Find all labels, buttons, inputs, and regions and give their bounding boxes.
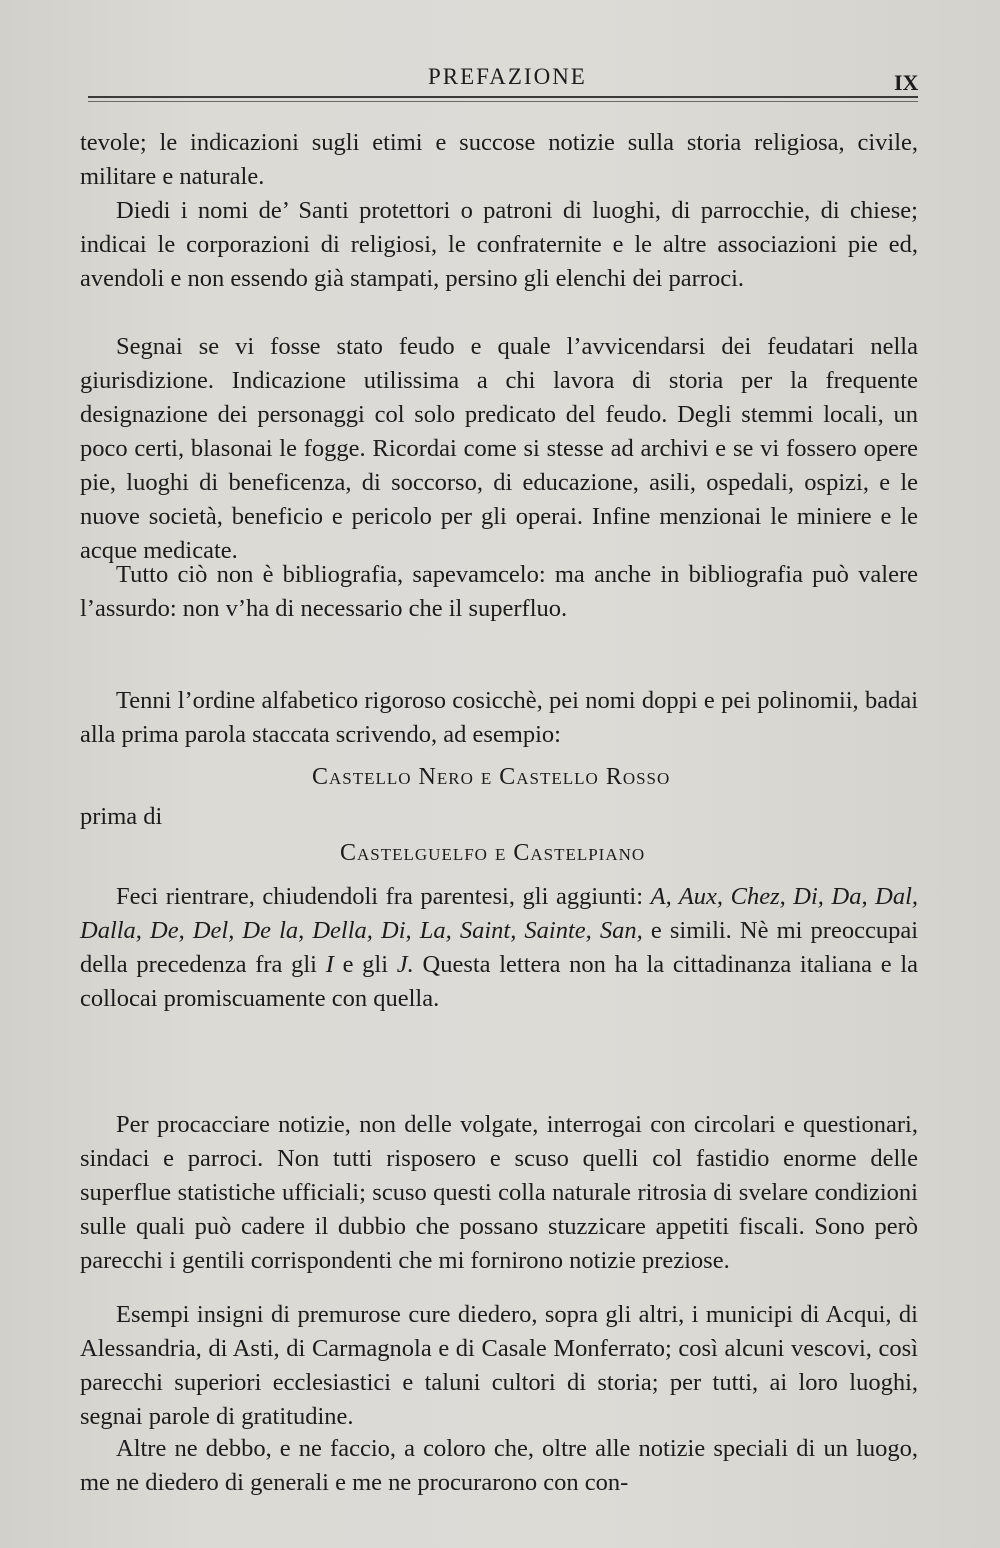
letter-j: J. (396, 951, 414, 978)
paragraph-5: Tenni l’ordine alfabetico rigoroso cosicchè, pei nomi doppi e pei polinomii, badai alla prima parola staccata scrivendo, ad esempio: (80, 687, 918, 748)
paragraph-3: Segnai se vi fosse stato feudo e quale l’avvicendarsi dei feudatari nella giurisdizione. Indicazione utilissima a chi lavora di storia per la frequente designazione dei personaggi col solo predicato del feudo. Degli stemmi locali, un poco certi, blasonai le fogge. Ricordai come si stesse ad archivi e se vi fossero opere pie, luoghi di beneficenza, di soccorso, di educazione, asili, ospedali, ospizi, e le nuove società, beneficio e pericolo per gli operai. Infine menzionai le miniere e le acque medicate. (80, 333, 918, 564)
header-rule (88, 96, 918, 98)
example-heading-1: Castello Nero e Castello Rosso (312, 764, 671, 790)
page-number: IX (894, 70, 919, 95)
paragraph-6-rest: e simili. Nè mi preoccupai della precedenza fra gli (80, 917, 918, 978)
running-title: PREFAZIONE (428, 64, 587, 89)
paragraph-4: Tutto ciò non è bibliografia, sapevamcelo: ma anche in bibliografia può valere l’assurdo: non v’ha di necessario che il superfluo. (80, 561, 918, 622)
particle-list: A, Aux, Chez, Di, Da, Dal, Dalla, De, Del, De la, Della, Di, La, Saint, Sainte, San, (80, 883, 919, 944)
prima-di-label: prima di (80, 803, 163, 830)
paragraph-7: Per procacciare notizie, non delle volgate, interrogai con circolari e questionari, sindaci e parroci. Non tutti risposero e scuso quelli col fastidio enorme delle superflue statistiche ufficiali; scuso questi colla naturale ritrosia di svelare condizioni sulle quali può cadere il dubbio che possano stuzzicare appetiti fiscali. Sono però parecchi i gentili corrispondenti che mi fornirono notizie preziose. (80, 1111, 918, 1274)
letter-i: I (325, 951, 334, 978)
paragraph-8: Esempi insigni di premurose cure diedero, sopra gli altri, i municipi di Acqui, di Alessandria, di Asti, di Carmagnola e di Casale Monferrato; così alcuni vescovi, così parecchi superiori ecclesiastici e taluni cultori di storia; per tutti, ai loro luoghi, segnai parole di gratitudine. (80, 1301, 918, 1430)
running-header (88, 62, 918, 102)
paragraph-6-lead: Feci rientrare, chiudendoli fra parentesi, gli aggiunti: (116, 883, 644, 910)
example-heading-2: Castelguelfo e Castelpiano (340, 840, 646, 866)
paragraph-6-conj: e gli (342, 951, 389, 978)
paragraph-6-end: Questa lettera non ha la cittadinanza italiana e la collocai promiscuamente con quella. (80, 951, 919, 1012)
paragraph-1: tevole; le indicazioni sugli etimi e succose notizie sulla storia religiosa, civile, militare e naturale. (80, 129, 918, 190)
paragraph-6 (80, 880, 918, 1016)
paragraph-9: Altre ne debbo, e ne faccio, a coloro che, oltre alle notizie speciali di un luogo, me ne diedero di generali e me ne procurarono con con- (80, 1435, 918, 1496)
header-rule-thin (88, 101, 918, 102)
paragraph-2: Diedi i nomi de’ Santi protettori o patroni di luoghi, di parrocchie, di chiese; indicai le corporazioni di religiosi, le confraternite e le altre associazioni pie ed, avendoli e non essendo già stampati, persino gli elenchi dei parroci. (80, 197, 918, 292)
